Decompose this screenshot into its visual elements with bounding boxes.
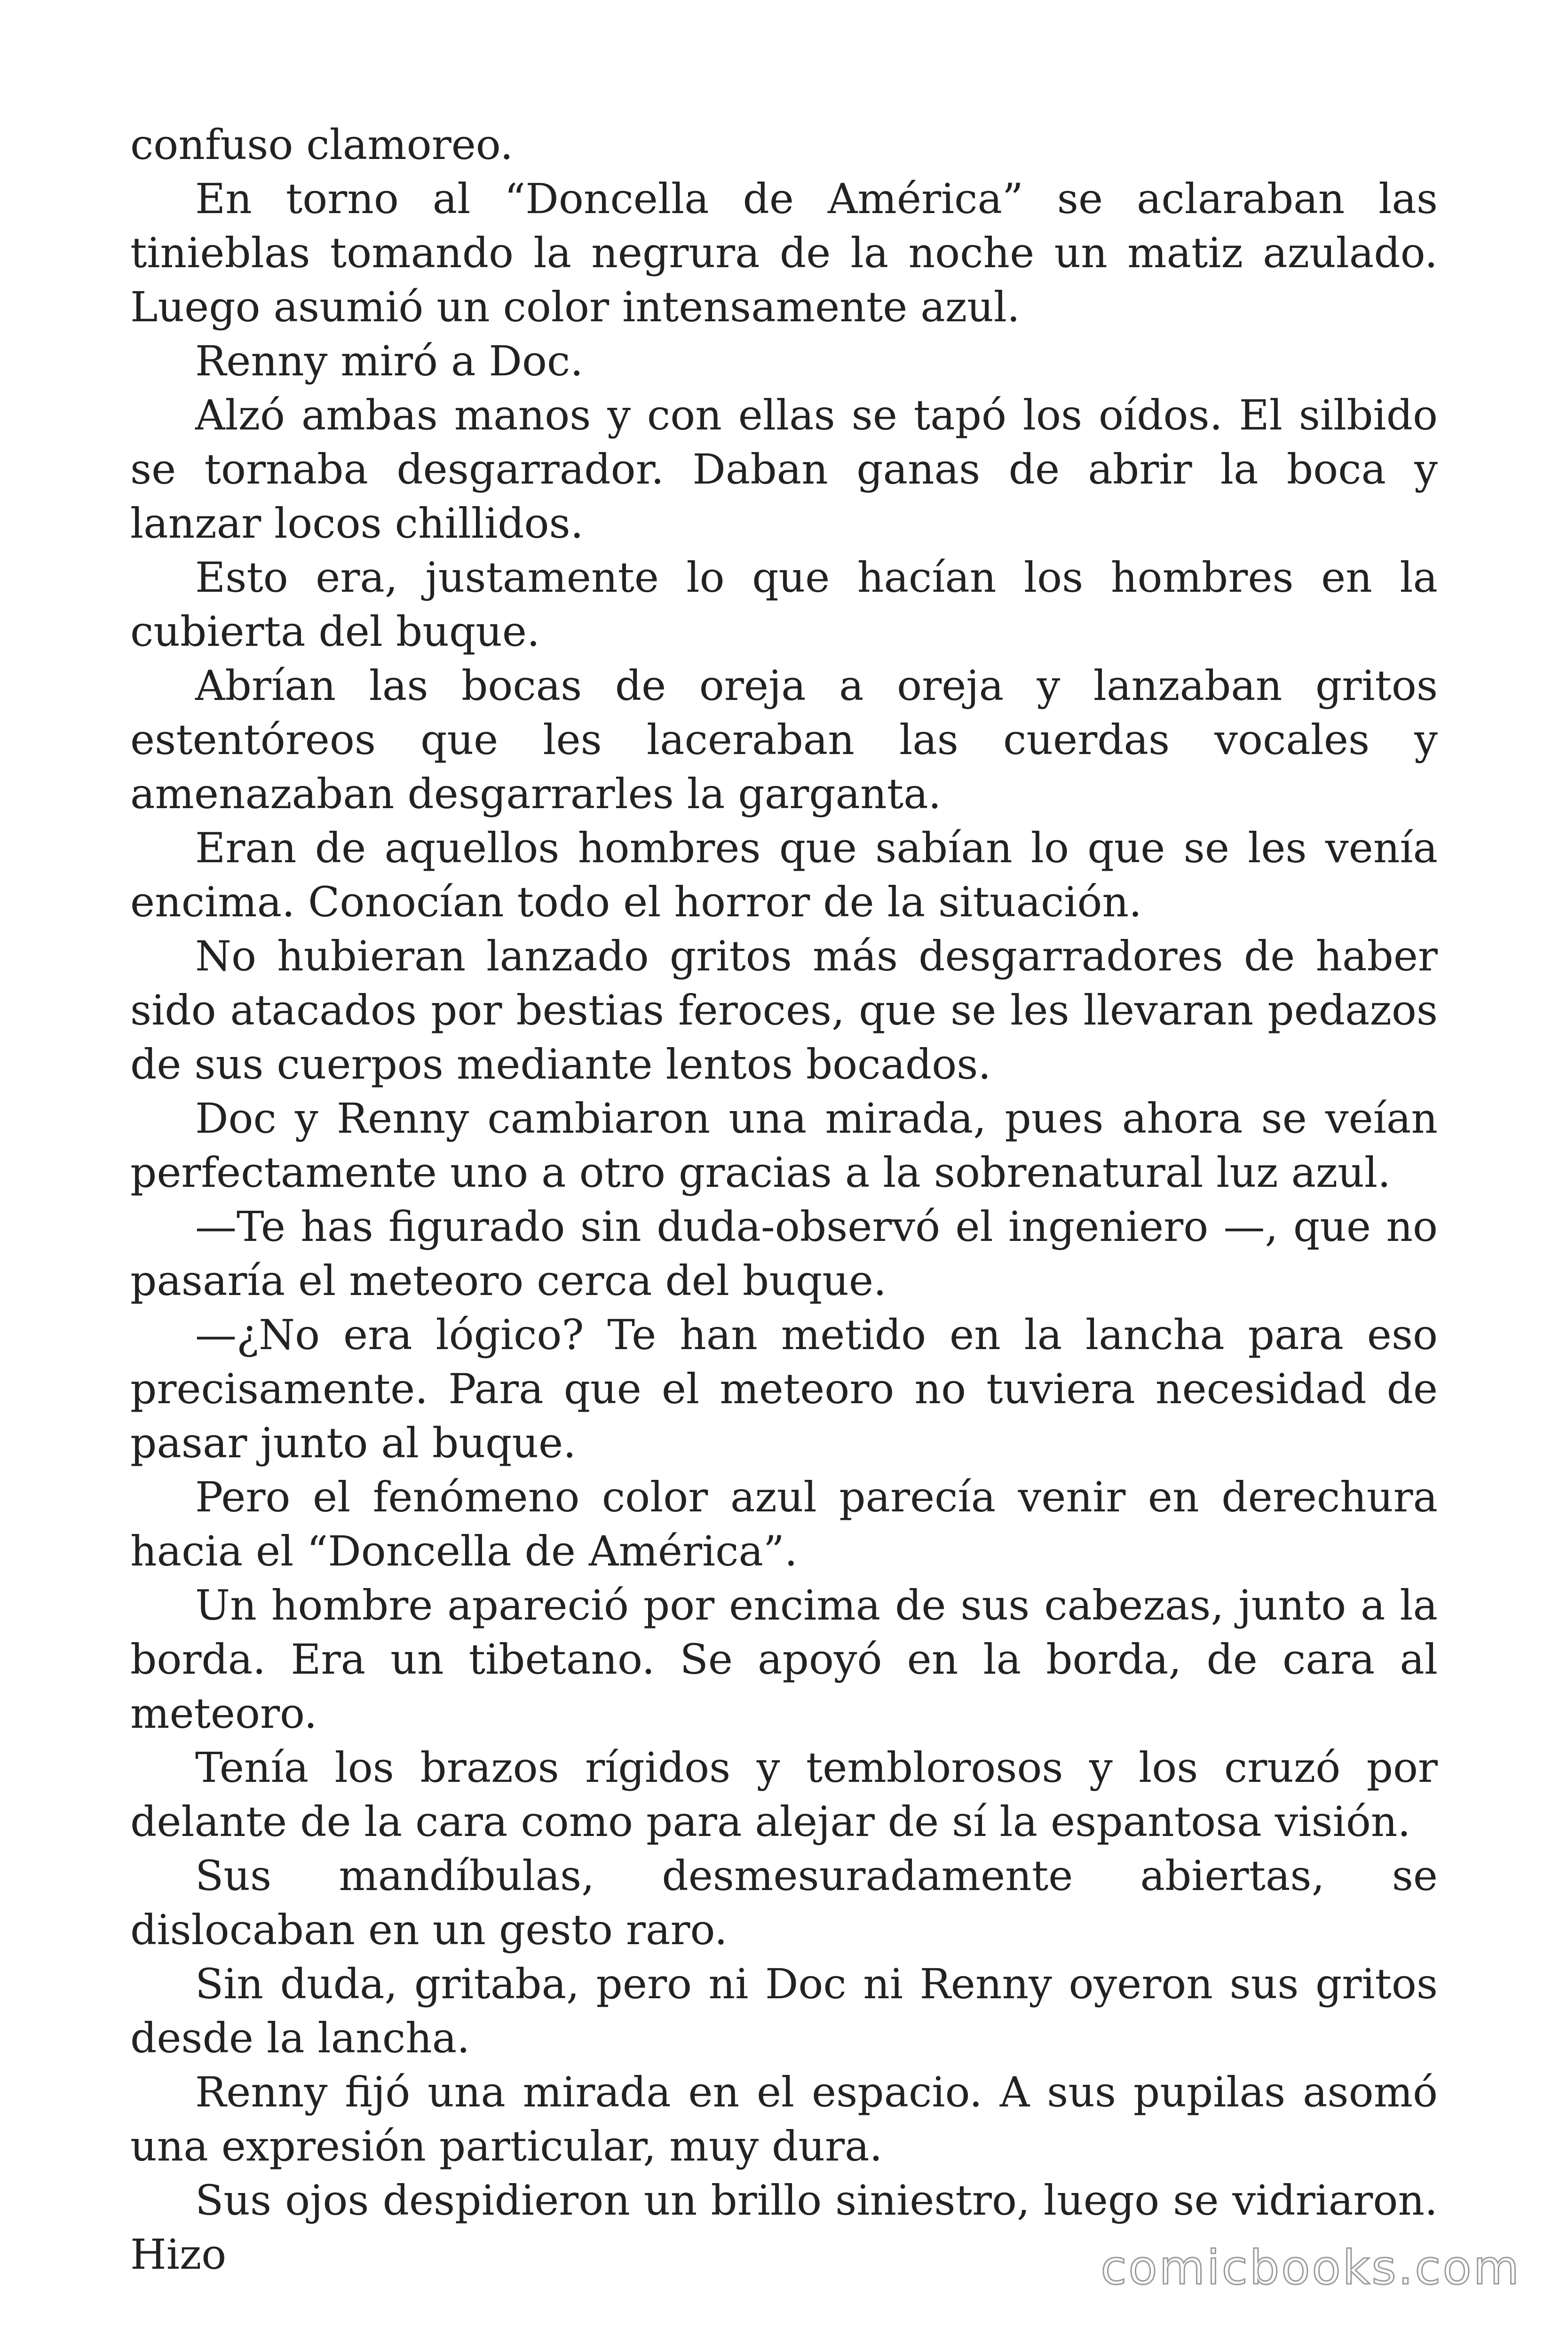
paragraph: Sus ojos despidieron un brillo siniestro, luego se vidriaron. Hizo [130,2176,1438,2279]
paragraph: Renny miró a Doc. [195,337,584,385]
paragraph: —Te has figurado sin duda-observó el ingeniero —, que no pasaría el meteoro cerca del buque. [130,1202,1438,1305]
paragraph: Sus mandíbulas, desmesuradamente abiertas, se dislocaban en un gesto raro. [130,1851,1438,1954]
page-body-text [130,118,1438,2281]
paragraph: Tenía los brazos rígidos y temblorosos y los cruzó por delante de la cara como para alejar de sí la espantosa visión. [130,1743,1438,1846]
watermark: comicbooks.com [1101,2240,1521,2295]
paragraph: Un hombre apareció por encima de sus cabezas, junto a la borda. Era un tibetano. Se apoyó en la borda, de cara al meteoro. [130,1581,1438,1738]
paragraph: Renny fijó una mirada en el espacio. A sus pupilas asomó una expresión particular, muy dura. [130,2068,1438,2170]
paragraph: Alzó ambas manos y con ellas se tapó los oídos. El silbido se tornaba desgarrador. Daban ganas de abrir la boca y lanzar locos chillidos. [130,391,1438,548]
paragraph: En torno al “Doncella de América” se aclaraban las tinieblas tomando la negrura de la noche un matiz azulado. Luego asumió un color intensamente azul. [130,175,1438,331]
paragraph: Esto era, justamente lo que hacían los hombres en la cubierta del buque. [130,553,1438,656]
paragraph: Sin duda, gritaba, pero ni Doc ni Renny oyeron sus gritos desde la lancha. [130,1960,1438,2062]
paragraph: Eran de aquellos hombres que sabían lo que se les venía encima. Conocían todo el horror de la situación. [130,824,1438,926]
paragraph: confuso clamoreo. [130,120,514,169]
paragraph: Abrían las bocas de oreja a oreja y lanzaban gritos estentóreos que les laceraban las cuerdas vocales y amenazaban desgarrarles la garganta. [130,661,1438,818]
paragraph: Pero el fenómeno color azul parecía venir en derechura hacia el “Doncella de América”. [130,1473,1438,1575]
paragraph: Doc y Renny cambiaron una mirada, pues ahora se veían perfectamente uno a otro gracias a la sobrenatural luz azul. [130,1094,1438,1197]
paragraph: No hubieran lanzado gritos más desgarradores de haber sido atacados por bestias feroces, que se les llevaran pedazos de sus cuerpos mediante lentos bocados. [130,932,1438,1089]
paragraph: —¿No era lógico? Te han metido en la lancha para eso precisamente. Para que el meteoro no tuviera necesidad de pasar junto al buque. [130,1311,1438,1467]
